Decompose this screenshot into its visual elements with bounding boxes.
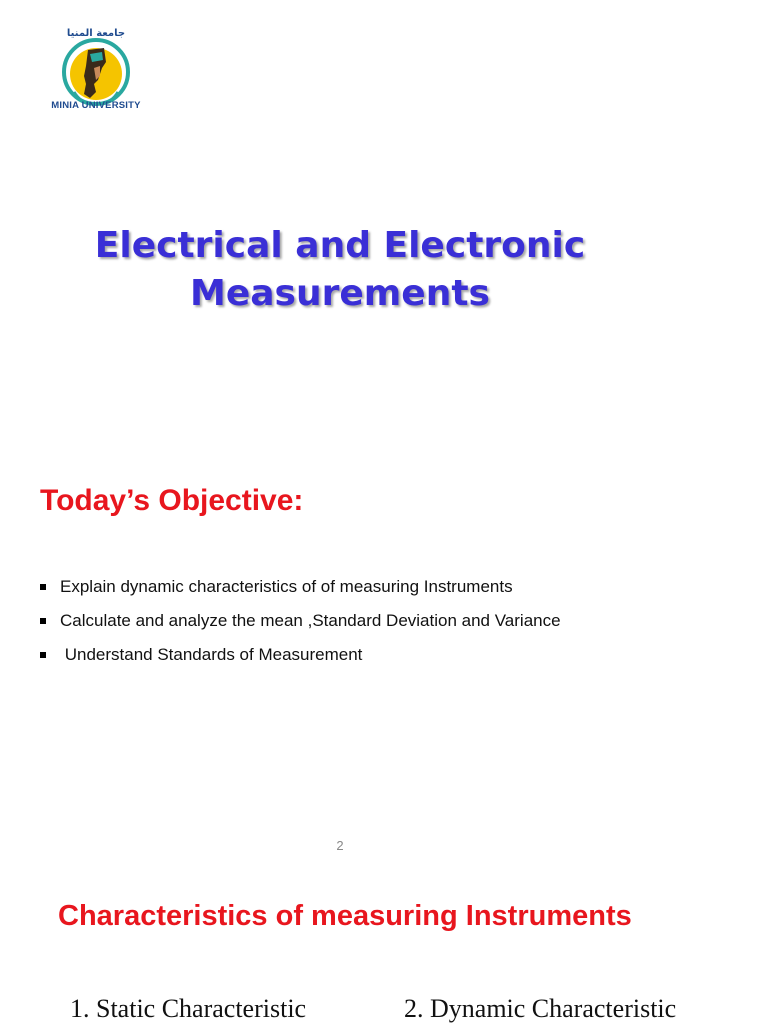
objectives-list [40, 570, 561, 672]
title-line-1: Electrical and Electronic [94, 225, 586, 266]
characteristics-heading: Characteristics of measuring Instruments [58, 900, 632, 932]
list-item [40, 638, 561, 672]
list-item [40, 604, 561, 638]
objective-text: Understand Standards of Measurement [60, 645, 363, 664]
square-bullet-icon [40, 584, 46, 590]
list-item [40, 570, 561, 604]
dynamic-characteristic-item: 2. Dynamic Characteristic [404, 994, 677, 1023]
square-bullet-icon [40, 618, 46, 624]
static-characteristic-item: 1. Static Characteristic [70, 994, 307, 1023]
objective-text: Calculate and analyze the mean ,Standard Deviation and Variance [60, 611, 561, 630]
square-bullet-icon [40, 652, 46, 658]
objective-text: Explain dynamic characteristics of of measuring Instruments [60, 577, 513, 596]
title-line-2: Measurements [190, 273, 490, 314]
logo-caption: MINIA UNIVERSITY [51, 100, 141, 111]
objective-heading: Today’s Objective: [40, 484, 304, 517]
page-number: 2 [336, 838, 344, 853]
logo-arabic-lettering: جامعة المنيا [66, 28, 126, 39]
page-title [60, 222, 620, 318]
